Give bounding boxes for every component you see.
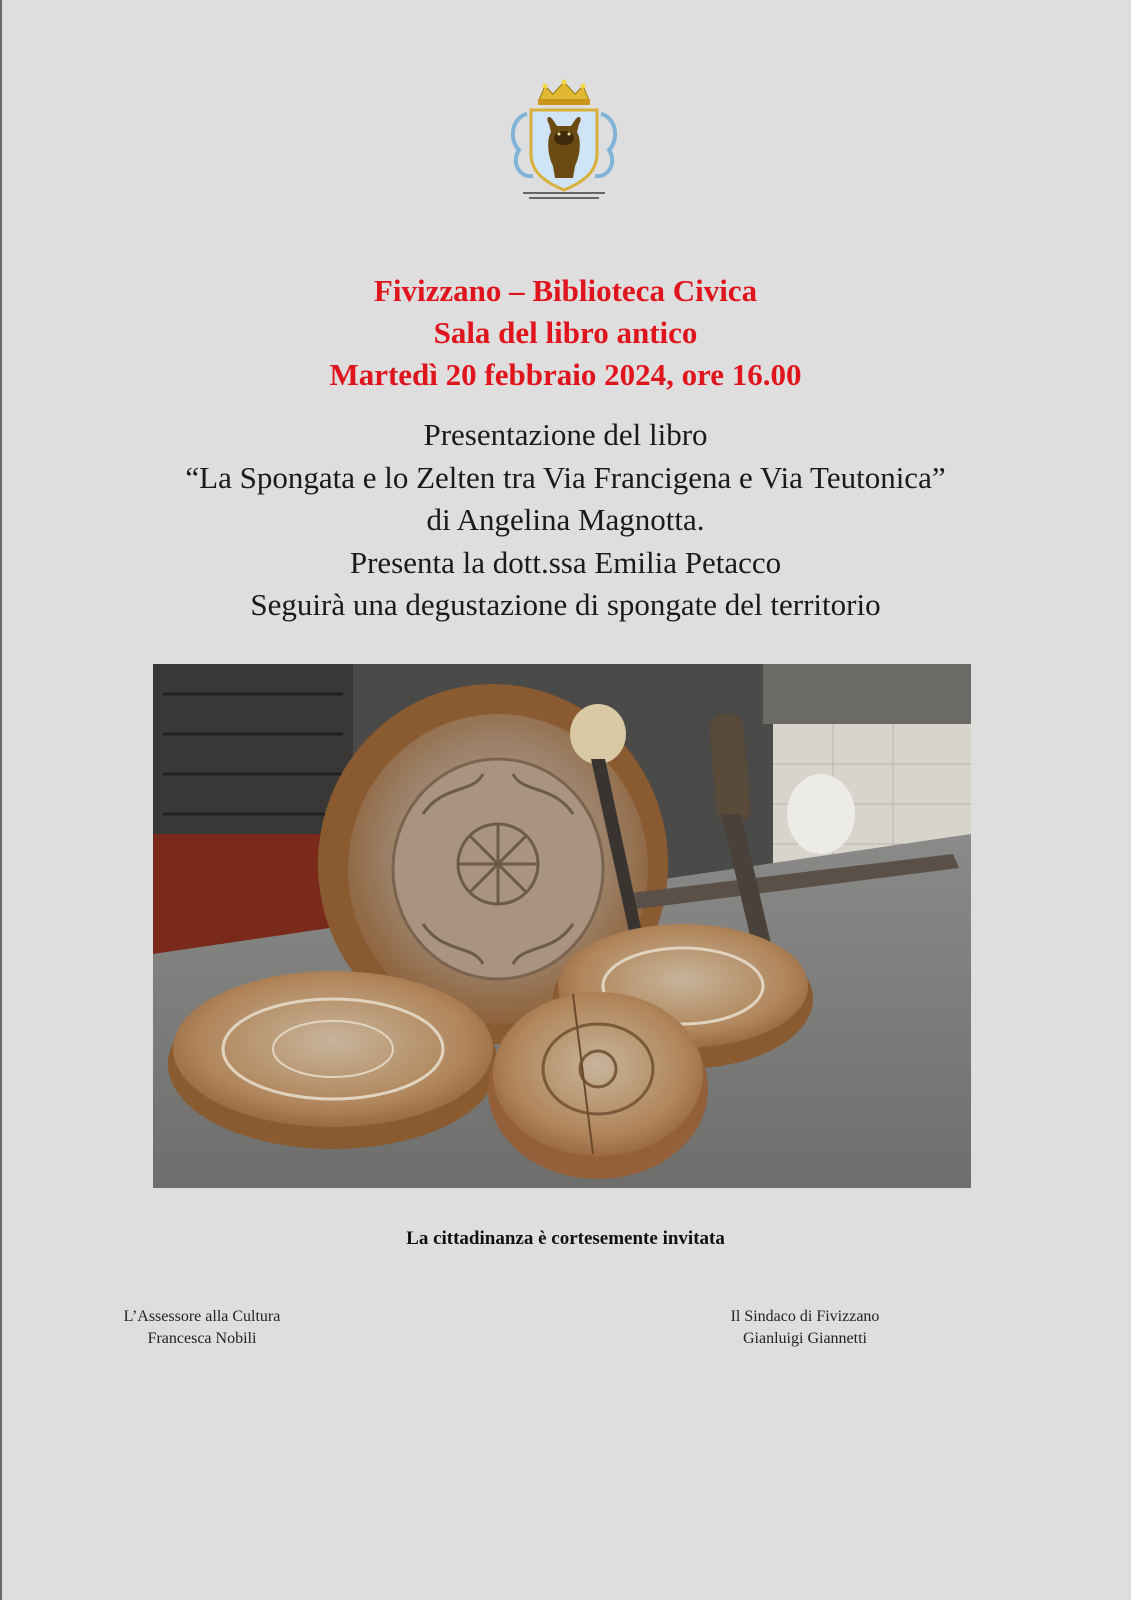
spongata-molds-photo xyxy=(153,664,971,1188)
location-title: Fivizzano – Biblioteca Civica xyxy=(373,273,758,308)
signature-sindaco xyxy=(715,1306,895,1350)
description-line-1: Presentazione del libro xyxy=(423,417,708,452)
sindaco-name: Gianluigi Giannetti xyxy=(743,1330,867,1347)
sindaco-role: Il Sindaco di Fivizzano xyxy=(730,1308,880,1325)
municipal-crest-icon xyxy=(505,78,623,206)
tasting-note: Seguirà una degustazione di spongate del territorio xyxy=(250,587,881,622)
assessore-role: L’Assessore alla Cultura xyxy=(123,1308,281,1325)
presenter: Presenta la dott.ssa Emilia Petacco xyxy=(349,544,782,580)
room-title: Sala del libro antico xyxy=(433,315,698,350)
assessore-name: Francesca Nobili xyxy=(147,1330,257,1347)
page-edge-rule xyxy=(0,0,2,1600)
event-description xyxy=(0,414,1131,627)
book-author: di Angelina Magnotta. xyxy=(426,502,705,537)
invitation-note: La cittadinanza è cortesemente invitata xyxy=(406,1228,725,1249)
event-header xyxy=(0,270,1131,396)
date-time: Martedì 20 febbraio 2024, ore 16.00 xyxy=(329,357,802,392)
book-title: “La Spongata e lo Zelten tra Via Francigena e Via Teutonica” xyxy=(185,459,946,495)
signature-assessore xyxy=(112,1306,292,1350)
